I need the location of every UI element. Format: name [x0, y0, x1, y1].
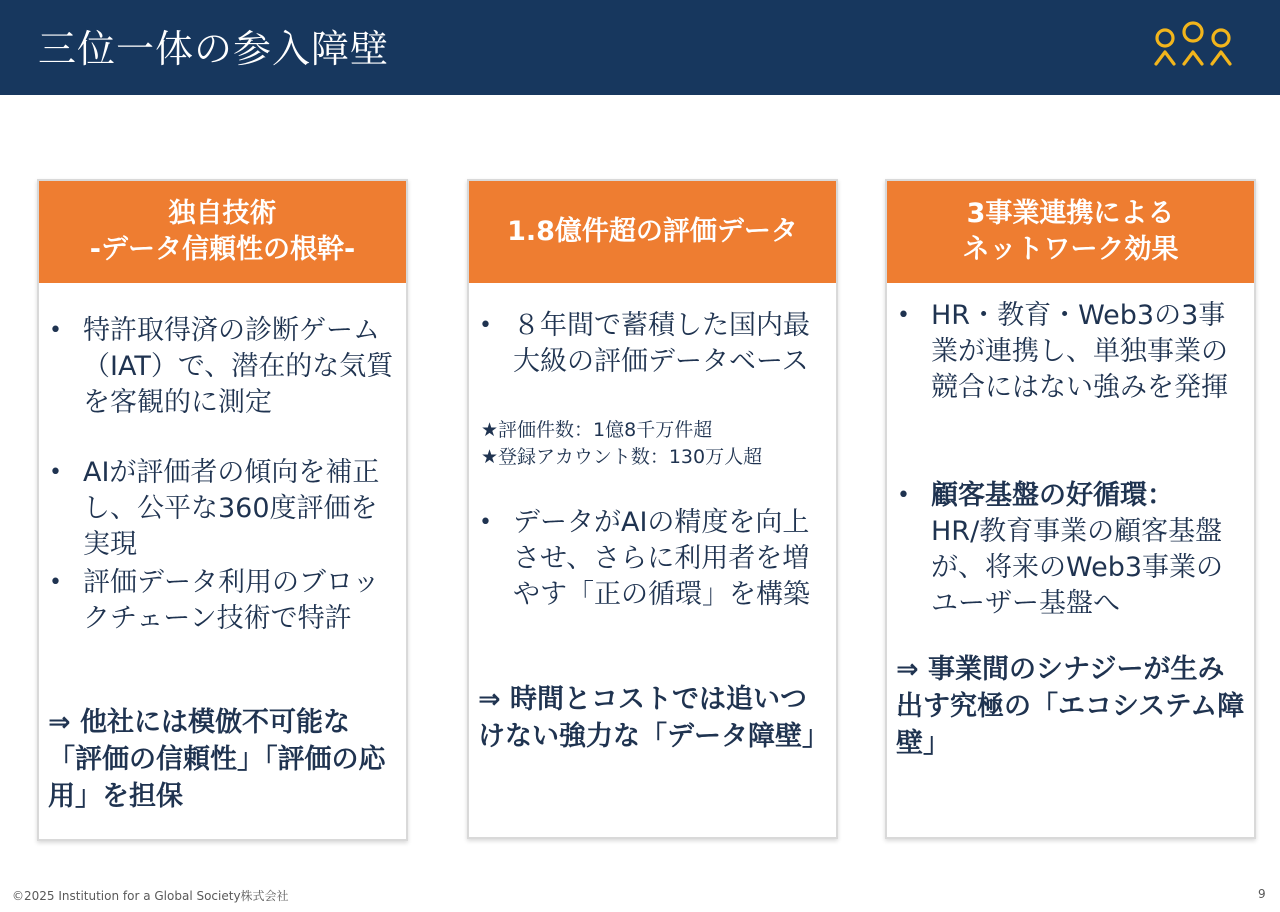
list-item — [49, 455, 394, 563]
card-heading — [39, 181, 406, 283]
list-item-bold-text: 顧客基盤の好循環： — [931, 480, 1174, 511]
bullet-dot: • — [49, 460, 62, 485]
bullet-dot: • — [479, 510, 492, 535]
three-people-logo-icon — [1150, 18, 1236, 70]
bullet-dot: • — [49, 570, 62, 595]
card-body — [469, 283, 836, 837]
list-item — [49, 313, 394, 421]
page-number: 9 — [1258, 887, 1266, 901]
footer-copyright: ©2025 Institution for a Global Society株式会社 — [12, 889, 289, 903]
card-network — [885, 179, 1256, 839]
bullet-dot: • — [897, 483, 910, 508]
list-item-text: AIが評価者の傾向を補正し、公平な360度評価を実現 — [83, 457, 380, 560]
list-item-text — [931, 478, 1242, 622]
card-heading — [887, 181, 1254, 283]
list-item — [479, 505, 824, 613]
page-title: 三位一体の参入障壁 — [38, 27, 390, 71]
conclusion-text: ⇒ 事業間のシナジーが生み出す究極の「エコシステム障壁」 — [896, 654, 1245, 759]
bullet-dot: • — [479, 313, 492, 338]
card-heading-line2: ネットワーク効果 — [962, 234, 1179, 265]
list-item-rest-text: HR/教育事業の顧客基盤が、将来のWeb3事業のユーザー基盤へ — [931, 516, 1224, 619]
card-heading-line1: 独自技術 — [168, 198, 277, 229]
list-item-text: 評価データ利用のブロックチェーン技術で特許 — [83, 567, 380, 634]
card-technology — [37, 179, 408, 841]
card-body — [887, 283, 1254, 837]
card-heading-line1: 1.8億件超の評価データ — [507, 216, 798, 247]
list-item-text: データがAIの精度を向上させ、さらに利用者を増やす「正の循環」を構築 — [513, 507, 810, 610]
list-item — [897, 478, 1242, 622]
list-item-text: ８年間で蓄積した国内最大級の評価データベース — [513, 310, 810, 377]
list-item-text: HR・教育・Web3の3事業が連携し、単独事業の競合にはない強みを発揮 — [931, 300, 1228, 403]
card-heading — [469, 181, 836, 283]
card-data — [467, 179, 838, 839]
stat-note: ★登録アカウント数：130万人超 — [481, 446, 763, 468]
card-heading-line2: -データ信頼性の根幹- — [89, 234, 356, 265]
header-bar — [0, 0, 1280, 95]
bullet-dot: • — [49, 318, 62, 343]
list-item-text: 特許取得済の診断ゲーム（IAT）で、潜在的な気質を客観的に測定 — [83, 315, 394, 418]
card-body — [39, 283, 406, 839]
list-item — [897, 298, 1242, 406]
conclusion-text: ⇒ 時間とコストでは追いつけない強力な「データ障壁」 — [478, 684, 829, 752]
conclusion-text: ⇒ 他社には模倣不可能な「評価の信頼性」「評価の応用」を担保 — [48, 707, 386, 812]
bullet-dot: • — [897, 303, 910, 328]
list-item — [49, 565, 394, 637]
stat-note: ★評価件数：1億8千万件超 — [481, 419, 713, 441]
list-item — [479, 308, 824, 380]
card-heading-line1: 3事業連携による — [966, 198, 1175, 229]
